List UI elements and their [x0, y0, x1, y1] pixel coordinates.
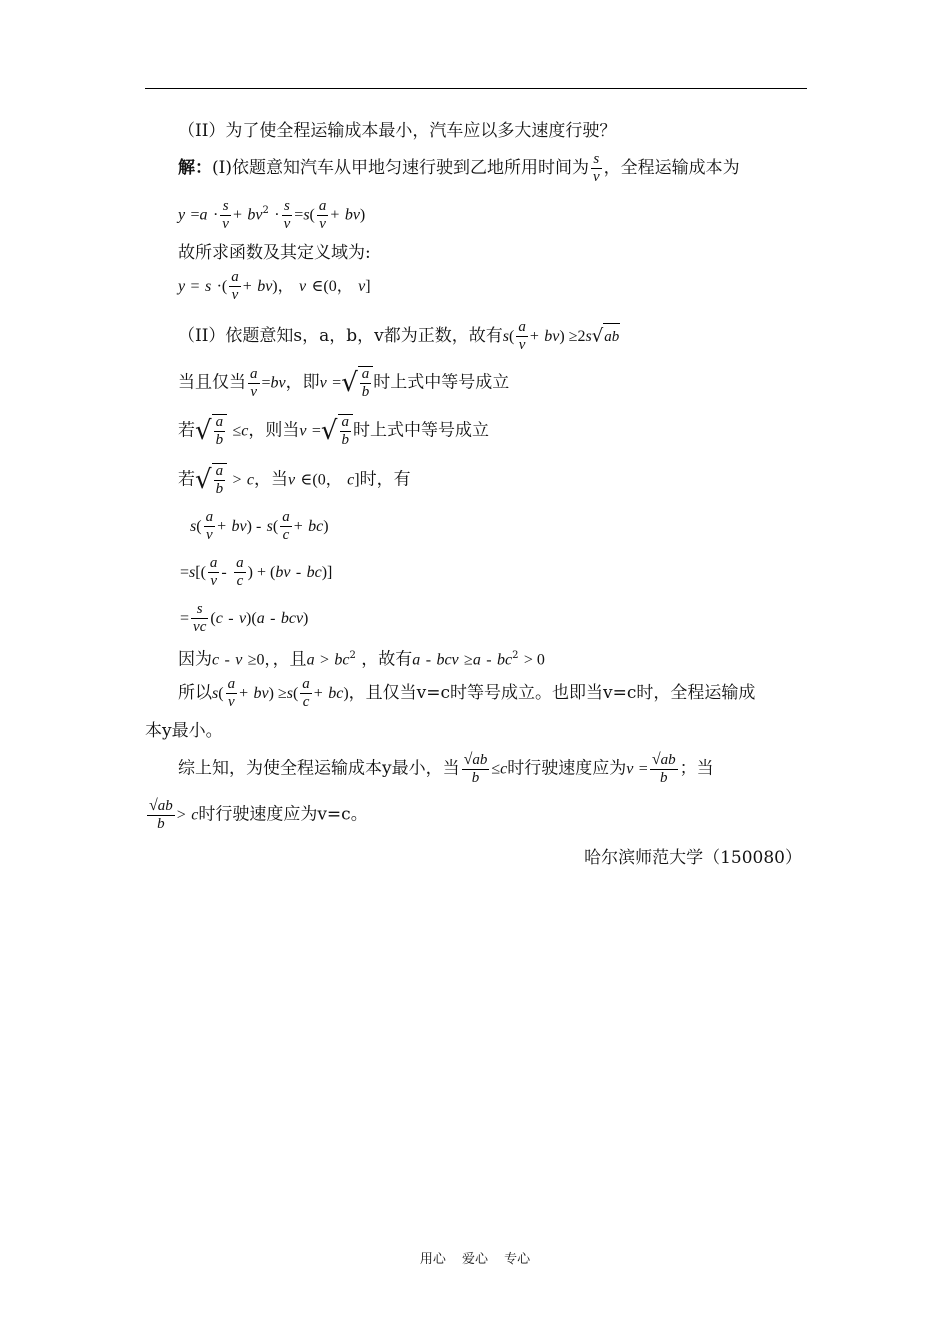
difference-expression: s( $\frac{a}{v}$ + bv) - s( $\frac{a}{c}$ + bc) — [190, 509, 329, 543]
page-footer: 用心 爱心 专心 — [419, 1252, 531, 1267]
conclusion-continuation: 本y最小。 — [145, 721, 223, 741]
domain-intro: 故所求函数及其定义域为: — [178, 243, 371, 263]
because-line: 因为c - v ≥0，，且$a > bc^2$ ，故有a - bcv $\ge a - bc^2 > 0$ — [178, 649, 545, 670]
equality-condition: 当且仅当 $\frac{a}{v}$ =bv，即v =√ $\frac{a}{b}$ 时上式中等号成立 — [178, 365, 510, 400]
header-rule — [145, 88, 807, 89]
difference-step-1: =s[( $\frac{a}{v}$ - $\frac{a}{c}$ ) + (bv - bc)] — [180, 555, 333, 589]
solution-part-i: 解：(I)依题意知汽车从甲地匀速行驶到乙地所用时间为 $\frac{s}{v}$ ，全程运输成本为 — [178, 151, 740, 185]
case-two: 若√ $\frac{a}{b}$ > c，当v ∈(0， c]时，有 — [178, 463, 411, 497]
conclusion-line: 所以s( $\frac{a}{v}$ + bv) ≥s( $\frac{a}{c}$ + bc)，且仅当v=c时等号成立。也即当v=c时，全程运输成 — [178, 676, 756, 710]
case-one: 若√ $\frac{a}{b}$ ≤c，则当v =√ $\frac{a}{b}$ 时上式中等号成立 — [178, 414, 489, 448]
summary-continuation: $\frac{√ab}{b}$ > c时行驶速度应为v=c。 — [149, 797, 368, 832]
solution-part-ii: （II）依题意知s，a，b，v都为正数，故有s( $\frac{a}{v}$ + bv) ≥2s√ab — [178, 319, 620, 353]
difference-step-2: = $\frac{s}{vc}$ (c - v)(a - bcv) — [180, 601, 309, 635]
cost-function-formula: y =a · $\frac{s}{v}$ + $bv^2$ · $\frac{s}{v}$ =s( $\frac{a}{v}$ + bv) — [178, 197, 366, 232]
author-signature: 哈尔滨师范大学（150080） — [584, 848, 802, 868]
summary-line: 综上知，为使全程运输成本y最小，当 $\frac{√ab}{b}$ ≤c时行驶速度应为v = $\frac{√ab}{b}$ ；当 — [178, 751, 714, 786]
question-ii: （II）为了使全程运输成本最小，汽车应以多大速度行驶？ — [178, 121, 617, 141]
function-with-domain: y = s ·( $\frac{a}{v}$ + bv)， v ∈(0， v] — [178, 269, 371, 303]
